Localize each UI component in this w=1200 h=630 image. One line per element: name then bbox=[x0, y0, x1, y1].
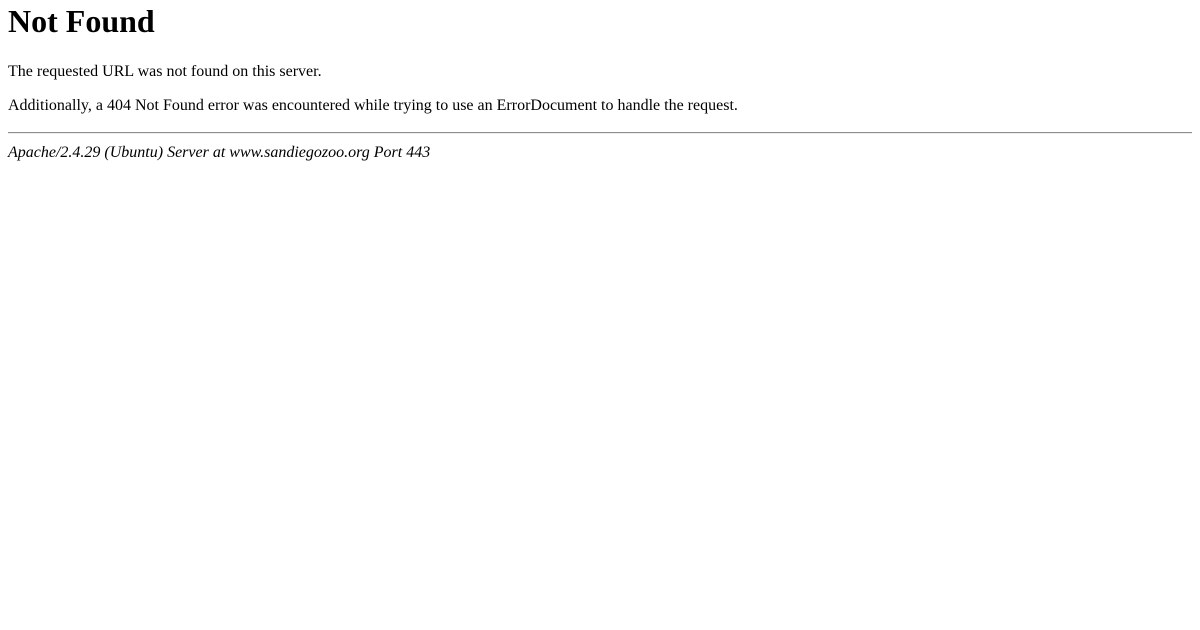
server-signature: Apache/2.4.29 (Ubuntu) Server at www.sandiegozoo.org Port 443 bbox=[8, 143, 431, 161]
error-message: The requested URL was not found on this server. bbox=[8, 62, 322, 80]
error-page bbox=[8, 3, 1192, 162]
page-title: Not Found bbox=[8, 3, 155, 39]
divider bbox=[8, 132, 1192, 134]
error-document-message: Additionally, a 404 Not Found error was encountered while trying to use an ErrorDocument to handle the request. bbox=[8, 97, 738, 115]
